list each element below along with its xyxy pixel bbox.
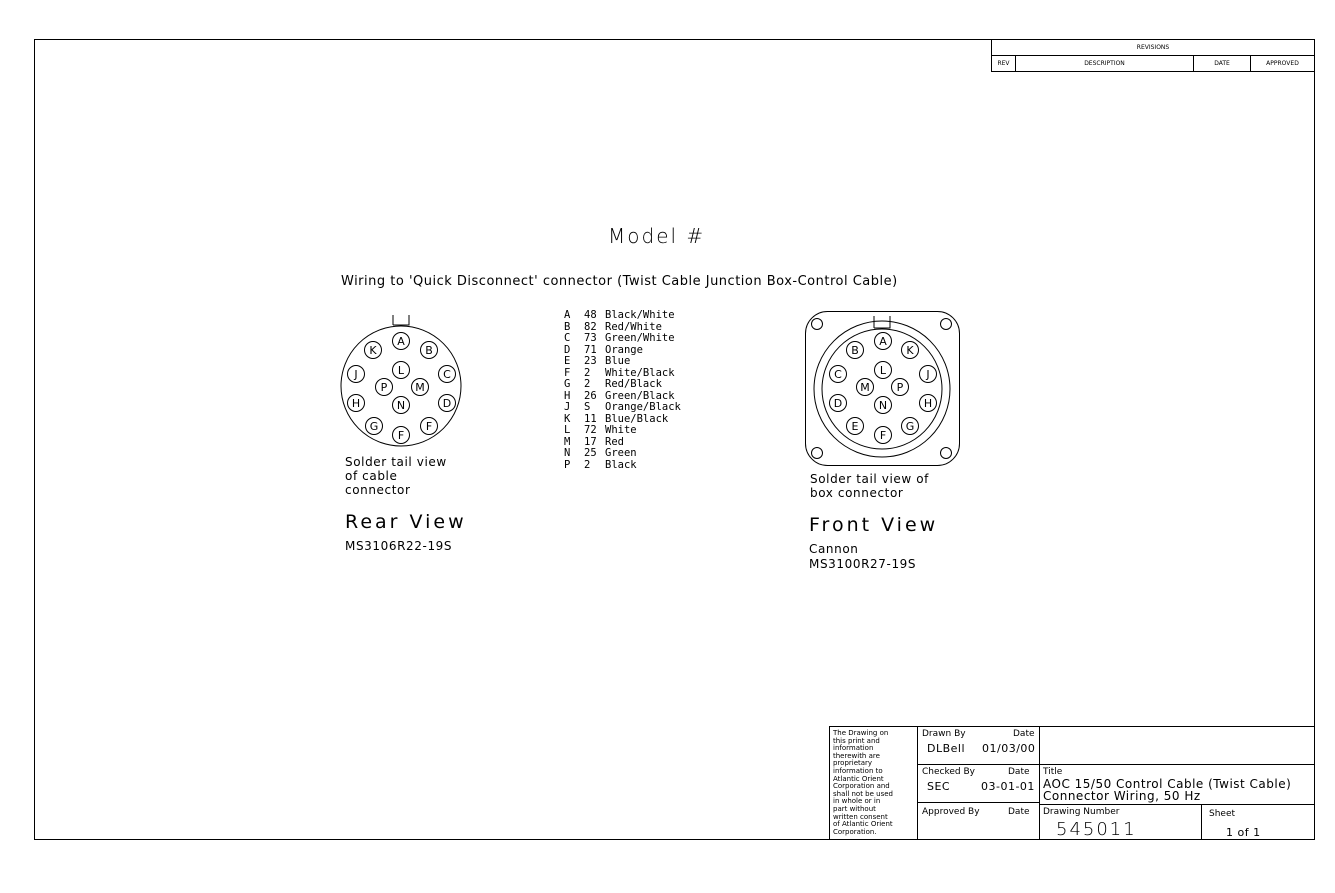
pin-color: White/Black xyxy=(605,366,675,379)
pin-color: Red/Black xyxy=(605,378,662,390)
notice-line: The Drawing on xyxy=(833,729,889,737)
pin-pin: A xyxy=(564,309,571,321)
pin-row xyxy=(564,425,681,437)
front-pin-label: A xyxy=(879,335,887,348)
pin-num: 73 xyxy=(584,332,597,344)
pin-pin: F xyxy=(564,366,571,379)
rear-view-label: Rear View xyxy=(345,511,467,533)
front-pin-label: B xyxy=(851,344,859,357)
front-pin-label: K xyxy=(906,344,914,357)
notice-line: in whole or in xyxy=(833,797,881,806)
pin-row xyxy=(564,460,681,472)
front-view-label: Front View xyxy=(809,514,939,536)
sheet-value: 1 of 1 xyxy=(1226,826,1261,839)
approved-date-label: Date xyxy=(1008,807,1030,817)
pin-num: 82 xyxy=(584,320,597,333)
notice-line: information xyxy=(833,744,874,753)
title-line-2: Connector Wiring, 50 Hz xyxy=(1043,789,1201,803)
front-pin-label: F xyxy=(879,429,887,442)
drawing-number-value: 545011 xyxy=(1056,819,1137,840)
pin-color: Green/Black xyxy=(605,389,675,402)
pin-row xyxy=(564,402,681,414)
pin-color: Orange xyxy=(605,343,643,356)
notice-line: Corporation. xyxy=(833,827,877,836)
notice-line: information to xyxy=(833,766,883,775)
pin-pin: K xyxy=(564,412,571,425)
front-pin-label: L xyxy=(879,364,887,377)
notice-line: proprietary xyxy=(833,759,873,768)
drawn-date-value: 01/03/00 xyxy=(982,742,1036,755)
rear-pin-label: N xyxy=(396,399,406,412)
front-pin-label: D xyxy=(833,397,843,410)
front-caption-line: box connector xyxy=(810,486,904,500)
drawn-date-label: Date xyxy=(1013,729,1035,739)
rear-part-number: MS3106R22-19S xyxy=(345,539,453,553)
front-pin-label: M xyxy=(860,381,870,394)
front-pin-label: J xyxy=(926,368,930,381)
pin-row xyxy=(564,448,681,460)
title-line-1: AOC 15/50 Control Cable (Twist Cable) xyxy=(1043,777,1292,791)
pin-pin: H xyxy=(564,389,571,402)
rev-col-description: DESCRIPTION xyxy=(1084,60,1125,67)
proprietary-notice xyxy=(833,730,893,836)
rear-connector-pins xyxy=(348,333,456,444)
notice-line: written consent xyxy=(833,812,888,821)
pin-color: Red/White xyxy=(605,320,662,333)
drawn-by-value: DLBell xyxy=(927,742,966,755)
front-pin-label: P xyxy=(896,381,904,394)
front-caption-line: Solder tail view of xyxy=(810,472,929,486)
rear-pin-label: J xyxy=(354,368,358,381)
pin-row xyxy=(564,310,681,322)
pin-num: 23 xyxy=(584,355,597,367)
pin-wiring-list xyxy=(564,310,681,471)
pin-color: Blue/Black xyxy=(605,412,669,425)
pin-num: 25 xyxy=(584,447,597,459)
rear-caption xyxy=(345,455,447,497)
pin-num: 2 xyxy=(584,378,591,390)
notice-line: shall not be used xyxy=(833,789,893,798)
pin-color: Orange/Black xyxy=(605,401,681,413)
rear-pin-label: G xyxy=(369,420,379,433)
pin-pin: G xyxy=(564,378,571,390)
front-maker: Cannon xyxy=(809,542,859,556)
pin-pin: J xyxy=(564,401,571,413)
rear-pin-label: F xyxy=(397,429,405,442)
pin-color: Black/White xyxy=(605,309,675,321)
pin-num: 2 xyxy=(584,366,591,379)
pin-num: S xyxy=(584,401,591,413)
pin-color: Green/White xyxy=(605,332,675,344)
pin-num: 71 xyxy=(584,343,597,356)
front-caption xyxy=(810,472,929,500)
notice-line: Atlantic Orient xyxy=(833,774,884,783)
pin-color: Red xyxy=(605,435,624,448)
pin-pin: L xyxy=(564,424,571,436)
approved-by-label: Approved By xyxy=(922,807,980,817)
front-pin-label: E xyxy=(851,420,859,433)
pin-num: 11 xyxy=(584,412,597,425)
pin-color: White xyxy=(605,424,637,436)
pin-color: Black xyxy=(605,458,637,471)
front-pin-label: H xyxy=(923,397,933,410)
rev-col-date: DATE xyxy=(1214,60,1230,67)
checked-by-value: SEC xyxy=(927,780,951,793)
notice-line: Corporation and xyxy=(833,782,890,791)
drawing-title: Model # xyxy=(608,224,706,248)
notice-line: of Atlantic Orient xyxy=(833,820,893,829)
notice-line: part without xyxy=(833,804,876,813)
pin-num: 26 xyxy=(584,389,597,402)
sheet-label: Sheet xyxy=(1209,809,1236,819)
drawn-by-label: Drawn By xyxy=(922,729,966,739)
title-label: Title xyxy=(1043,767,1063,777)
checked-date-value: 03-01-01 xyxy=(981,780,1035,793)
front-part-number: MS3100R27-19S xyxy=(809,557,917,571)
pin-num: 17 xyxy=(584,435,597,448)
rear-pin-label: A xyxy=(397,335,405,348)
pin-num: 48 xyxy=(584,309,597,321)
front-connector-pins xyxy=(830,333,937,444)
rear-pin-label: F xyxy=(425,420,433,433)
front-pin-label: N xyxy=(878,399,888,412)
notice-line: this print and xyxy=(833,736,880,745)
pin-pin: B xyxy=(564,320,571,333)
pin-color: Blue xyxy=(605,355,631,367)
rear-pin-label: K xyxy=(369,344,377,357)
pin-pin: C xyxy=(564,332,571,344)
rear-pin-label: M xyxy=(415,381,425,394)
notice-line: therewith are xyxy=(833,751,880,760)
rear-caption-line: of cable xyxy=(345,469,398,483)
pin-num: 72 xyxy=(584,424,597,436)
rear-caption-line: connector xyxy=(345,483,411,497)
pin-num: 2 xyxy=(584,458,591,471)
rev-col-approved: APPROVED xyxy=(1266,60,1299,67)
revisions-header: REVISIONS xyxy=(1136,44,1170,51)
rear-caption-line: Solder tail view xyxy=(345,455,447,469)
pin-pin: N xyxy=(564,447,571,459)
pin-pin: M xyxy=(564,435,571,448)
pin-row xyxy=(564,379,681,391)
rear-pin-label: P xyxy=(380,381,388,394)
rev-col-rev: REV xyxy=(997,60,1010,67)
rear-pin-label: C xyxy=(443,368,451,381)
front-pin-label: C xyxy=(834,368,842,381)
rear-pin-label: H xyxy=(351,397,361,410)
pin-pin: D xyxy=(564,343,571,356)
pin-color: Green xyxy=(605,447,637,459)
pin-row xyxy=(564,333,681,345)
pin-pin: E xyxy=(564,355,571,367)
drawing-subtitle: Wiring to 'Quick Disconnect' connector (Twist Cable Junction Box-Control Cable) xyxy=(341,274,898,289)
rear-pin-label: L xyxy=(397,364,405,377)
rear-pin-label: D xyxy=(442,397,452,410)
checked-by-label: Checked By xyxy=(922,767,975,777)
rear-pin-label: B xyxy=(425,344,433,357)
drawing-number-label: Drawing Number xyxy=(1043,807,1120,817)
pin-pin: P xyxy=(564,458,571,471)
checked-date-label: Date xyxy=(1008,767,1030,777)
pin-row xyxy=(564,356,681,368)
front-pin-label: G xyxy=(905,420,915,433)
